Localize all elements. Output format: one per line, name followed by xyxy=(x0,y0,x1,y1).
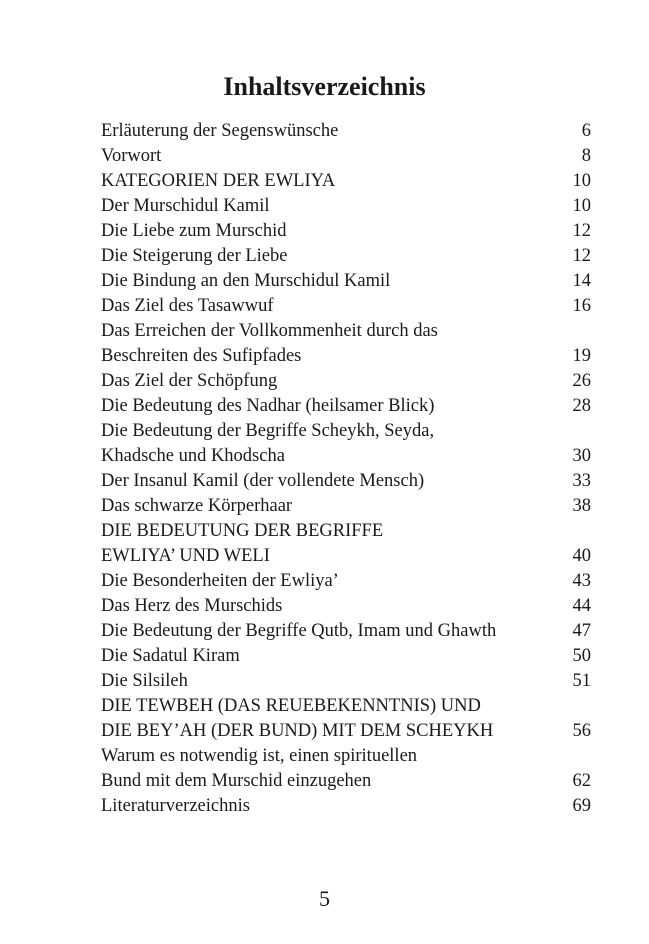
toc-entry-page: 6 xyxy=(581,121,591,141)
toc-entry-title: Das Erreichen der Vollkommenheit durch das xyxy=(101,321,438,341)
toc-entry-page: 44 xyxy=(572,596,591,616)
toc-entry-title: Die Bedeutung der Begriffe Scheykh, Seyda, xyxy=(101,421,435,441)
toc-entry xyxy=(101,669,591,694)
toc-line xyxy=(101,244,591,269)
toc-entry xyxy=(101,594,591,619)
toc-entry-page: 26 xyxy=(572,371,591,391)
toc-entry xyxy=(101,494,591,519)
toc-line xyxy=(101,444,591,469)
toc-entry xyxy=(101,144,591,169)
toc-entry-title: Der Murschidul Kamil xyxy=(101,196,270,216)
toc-entry-page: 8 xyxy=(581,146,591,166)
toc-entry-page: 47 xyxy=(572,621,591,641)
page-number: 5 xyxy=(319,886,330,911)
toc-line xyxy=(101,519,591,544)
toc-entry-title: Das Ziel des Tasawwuf xyxy=(101,296,274,316)
toc-entry-page: 56 xyxy=(572,721,591,741)
toc-line xyxy=(101,119,591,144)
toc-entry xyxy=(101,244,591,269)
toc-entry-title: Beschreiten des Sufipfades xyxy=(101,346,302,366)
toc-line xyxy=(101,194,591,219)
toc-entry-page: 30 xyxy=(572,446,591,466)
toc-line xyxy=(101,469,591,494)
toc-entry-page: 19 xyxy=(572,346,591,366)
toc-line xyxy=(101,694,591,719)
toc-entry xyxy=(101,619,591,644)
toc-entry-title: Die Silsileh xyxy=(101,671,188,691)
toc-entry-title: Die Bindung an den Murschidul Kamil xyxy=(101,271,391,291)
toc-line xyxy=(101,269,591,294)
toc-entry xyxy=(101,419,591,469)
toc-line xyxy=(101,619,591,644)
toc-entry xyxy=(101,794,591,819)
toc-entry-page: 12 xyxy=(572,246,591,266)
toc-line xyxy=(101,544,591,569)
toc-entry-title: DIE TEWBEH (DAS REUEBEKENNTNIS) UND xyxy=(101,696,481,716)
toc-entry-title: Die Sadatul Kiram xyxy=(101,646,240,666)
toc-entry-title: Das schwarze Körperhaar xyxy=(101,496,293,516)
toc-line xyxy=(101,719,591,744)
table-of-contents xyxy=(101,119,591,819)
toc-entry-title: Das Herz des Murschids xyxy=(101,596,283,616)
toc-entry-title: Die Liebe zum Murschid xyxy=(101,221,287,241)
toc-line xyxy=(101,144,591,169)
toc-entry-title: Bund mit dem Murschid einzugehen xyxy=(101,771,372,791)
toc-entry xyxy=(101,219,591,244)
toc-entry xyxy=(101,694,591,744)
toc-entry xyxy=(101,369,591,394)
toc-entry-title: DIE BEY’AH (DER BUND) MIT DEM SCHEYKH xyxy=(101,721,494,741)
toc-line xyxy=(101,369,591,394)
toc-line xyxy=(101,794,591,819)
toc-entry xyxy=(101,194,591,219)
page-title: Inhaltsverzeichnis xyxy=(223,72,426,101)
toc-entry-page: 38 xyxy=(572,496,591,516)
toc-line xyxy=(101,319,591,344)
toc-line xyxy=(101,394,591,419)
toc-entry-page: 10 xyxy=(572,171,591,191)
toc-entry-page: 40 xyxy=(572,546,591,566)
toc-line xyxy=(101,669,591,694)
toc-line xyxy=(101,219,591,244)
toc-entry-title: DIE BEDEUTUNG DER BEGRIFFE xyxy=(101,521,384,541)
toc-entry-page: 16 xyxy=(572,296,591,316)
toc-entry xyxy=(101,269,591,294)
toc-line xyxy=(101,419,591,444)
toc-entry xyxy=(101,519,591,569)
toc-entry-page: 62 xyxy=(572,771,591,791)
toc-line xyxy=(101,344,591,369)
toc-entry-title: Khadsche und Khodscha xyxy=(101,446,285,466)
toc-entry-page: 43 xyxy=(572,571,591,591)
toc-entry-title: EWLIYA’ UND WELI xyxy=(101,546,270,566)
toc-entry-title: Erläuterung der Segenswünsche xyxy=(101,121,339,141)
toc-line xyxy=(101,744,591,769)
toc-entry-page: 51 xyxy=(572,671,591,691)
toc-entry-title: Die Bedeutung der Begriffe Qutb, Imam und Ghawth xyxy=(101,621,497,641)
toc-entry xyxy=(101,394,591,419)
toc-entry-title: Das Ziel der Schöpfung xyxy=(101,371,278,391)
toc-entry xyxy=(101,319,591,369)
toc-line xyxy=(101,644,591,669)
toc-entry-page: 14 xyxy=(572,271,591,291)
toc-entry xyxy=(101,294,591,319)
toc-entry-page: 69 xyxy=(572,796,591,816)
toc-entry xyxy=(101,469,591,494)
toc-line xyxy=(101,169,591,194)
toc-line xyxy=(101,294,591,319)
toc-entry xyxy=(101,569,591,594)
toc-entry-title: Literaturverzeichnis xyxy=(101,796,250,816)
toc-entry-title: Die Bedeutung des Nadhar (heilsamer Blick) xyxy=(101,396,435,416)
toc-entry-title: Vorwort xyxy=(101,146,162,166)
toc-entry xyxy=(101,644,591,669)
toc-entry-page: 28 xyxy=(572,396,591,416)
toc-line xyxy=(101,769,591,794)
toc-entry-title: Warum es notwendig ist, einen spirituellen xyxy=(101,746,418,766)
toc-entry-title: Die Steigerung der Liebe xyxy=(101,246,288,266)
toc-entry xyxy=(101,744,591,794)
toc-entry-title: Die Besonderheiten der Ewliya’ xyxy=(101,571,339,591)
toc-entry xyxy=(101,169,591,194)
toc-entry-page: 12 xyxy=(572,221,591,241)
toc-line xyxy=(101,594,591,619)
toc-line xyxy=(101,569,591,594)
toc-entry-page: 10 xyxy=(572,196,591,216)
toc-entry xyxy=(101,119,591,144)
toc-entry-page: 33 xyxy=(572,471,591,491)
toc-entry-title: Der Insanul Kamil (der vollendete Mensch) xyxy=(101,471,425,491)
toc-line xyxy=(101,494,591,519)
toc-entry-page: 50 xyxy=(572,646,591,666)
toc-entry-title: KATEGORIEN DER EWLIYA xyxy=(101,171,336,191)
